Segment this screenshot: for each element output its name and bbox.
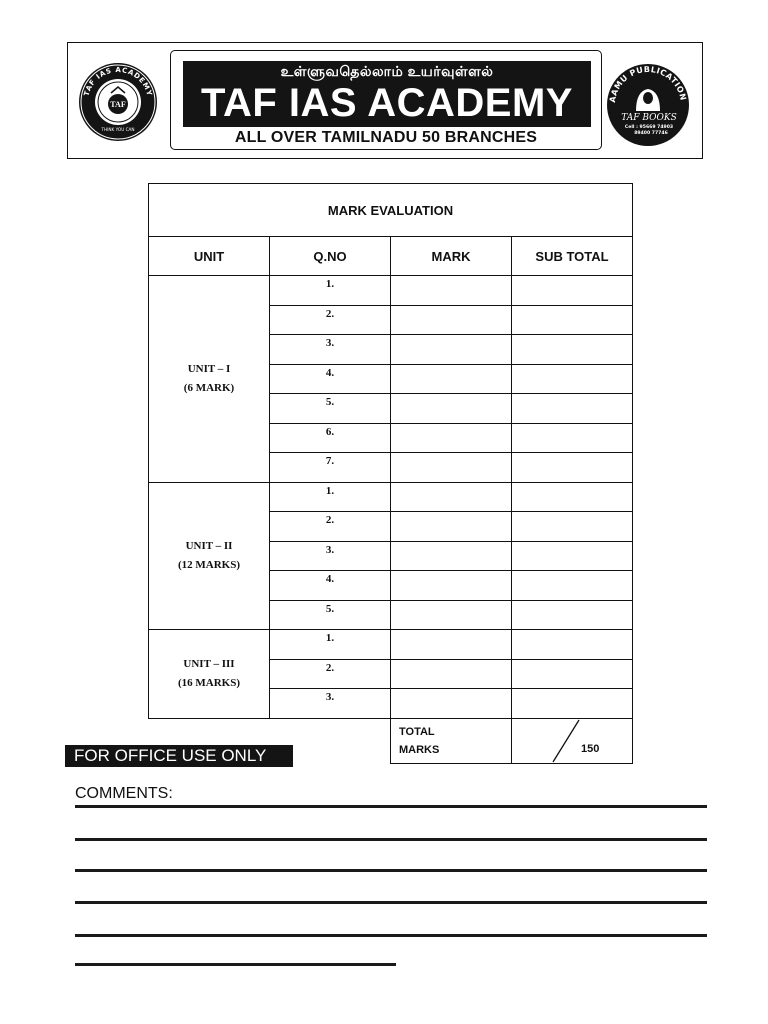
question-number: 2. [270,512,391,542]
mark-evaluation-table [148,183,633,764]
unit-3-marks: (16 MARKS) [177,676,241,689]
total-max-marks: 150 [581,742,600,755]
question-number: 7. [270,453,391,483]
subtotal-cell[interactable] [512,394,633,424]
publication-ring-text: AAMU PUBLICATION [607,64,688,104]
mark-cell[interactable] [391,689,512,719]
unit-1-cell [149,276,270,483]
subtotal-cell[interactable] [512,541,633,571]
subtotal-cell[interactable] [512,512,633,542]
question-number: 3. [270,335,391,365]
mark-cell[interactable] [391,364,512,394]
unit-2-name: UNIT – II [185,539,233,552]
mark-cell[interactable] [391,630,512,660]
total-label-line-2: MARKS [399,743,440,756]
mark-cell[interactable] [391,541,512,571]
comment-line-5[interactable] [75,934,707,937]
comments-label: COMMENTS: [75,785,173,802]
mark-cell[interactable] [391,659,512,689]
comment-line-2[interactable] [75,838,707,841]
total-marks-cell[interactable] [512,718,633,763]
mark-cell[interactable] [391,571,512,601]
branches-text: ALL OVER TAMILNADU 50 BRANCHES [234,129,538,146]
comment-line-3[interactable] [75,869,707,872]
question-number: 3. [270,689,391,719]
col-header-unit: UNIT [149,237,270,276]
academy-seal-logo [78,62,158,142]
subtotal-cell[interactable] [512,305,633,335]
seal-center-text: TAF [110,100,126,109]
subtotal-cell[interactable] [512,659,633,689]
question-number: 2. [270,659,391,689]
table-caption-row [149,184,633,237]
question-number: 5. [270,394,391,424]
mark-cell[interactable] [391,335,512,365]
tamil-tagline: உள்ளுவதெல்லாம் உயர்வுள்ளல் [280,63,494,79]
total-label-line-1: TOTAL [399,725,435,738]
publication-logo [606,63,690,147]
subtotal-cell[interactable] [512,689,633,719]
unit-2-cell [149,482,270,630]
question-number: 4. [270,571,391,601]
publication-phone-1: Cell : 95669 74903 [624,125,674,130]
subtotal-cell[interactable] [512,630,633,660]
question-number: 5. [270,600,391,630]
question-number: 6. [270,423,391,453]
mark-cell[interactable] [391,482,512,512]
seal-motto: THINK YOU CAN [101,127,135,132]
title-band [183,61,591,127]
col-header-mark: MARK [391,237,512,276]
publication-phone-2: 89400 77746 [634,131,668,136]
question-number: 4. [270,364,391,394]
header-banner [67,42,703,159]
subtotal-cell[interactable] [512,423,633,453]
question-number: 2. [270,305,391,335]
seal-ring-text: TAF IAS ACADEMY [82,65,154,98]
total-slash [512,719,633,763]
col-header-subtotal: SUB TOTAL [512,237,633,276]
mark-cell[interactable] [391,305,512,335]
mark-cell[interactable] [391,453,512,483]
unit-1-marks: (6 MARK) [183,381,235,394]
total-marks-label [391,718,512,763]
office-use-badge: FOR OFFICE USE ONLY [65,745,293,767]
table-row [149,482,633,512]
table-row [149,630,633,660]
table-caption: MARK EVALUATION [149,184,633,237]
question-number: 1. [270,276,391,306]
unit-1-name: UNIT – I [187,362,231,375]
unit-2-marks: (12 MARKS) [177,558,241,571]
table-header-row [149,237,633,276]
mark-cell[interactable] [391,600,512,630]
question-number: 3. [270,541,391,571]
mark-cell[interactable] [391,276,512,306]
academy-name: TAF IAS ACADEMY [201,81,573,125]
publication-brand: TAF BOOKS [621,113,677,123]
subtotal-cell[interactable] [512,600,633,630]
table-row [149,276,633,306]
question-number: 1. [270,482,391,512]
subtotal-cell[interactable] [512,482,633,512]
title-box [170,50,602,150]
subtotal-cell[interactable] [512,453,633,483]
subtotal-cell[interactable] [512,335,633,365]
subtotal-cell[interactable] [512,364,633,394]
mark-cell[interactable] [391,512,512,542]
question-number: 1. [270,630,391,660]
comment-line-1[interactable] [75,805,707,808]
comment-line-4[interactable] [75,901,707,904]
comment-line-6[interactable] [75,963,396,966]
col-header-qno: Q.NO [270,237,391,276]
subtotal-cell[interactable] [512,276,633,306]
mark-cell[interactable] [391,423,512,453]
unit-3-cell [149,630,270,719]
subtotal-cell[interactable] [512,571,633,601]
unit-3-name: UNIT – III [183,657,235,670]
mark-cell[interactable] [391,394,512,424]
